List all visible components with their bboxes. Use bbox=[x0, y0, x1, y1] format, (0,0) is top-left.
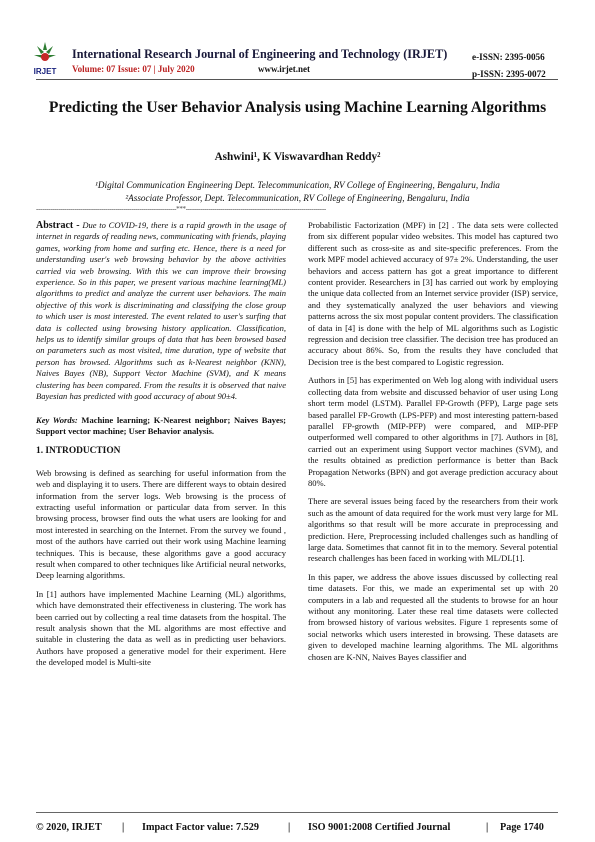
paper-authors: Ashwini¹, K Viswavardhan Reddy² bbox=[214, 151, 381, 163]
journal-logo bbox=[32, 40, 58, 78]
pissn: p-ISSN: 2395-0072 bbox=[472, 68, 546, 79]
left-column bbox=[36, 220, 286, 676]
paragraph: In this paper, we address the above issues discussed by collecting real time datasets. For this, we made an experimental set up with 20 computers in a lab and requested all the students to browse for an hour without any monitoring. Later these real time datasets were collected from browsed history of various websites. Figure 1 represents some of social networks which users interested in browsing. These datasets are given to developed machine learning algorithms. The ML algorithms chosen are K-NN, Naives Bayes classifier and bbox=[308, 571, 558, 662]
paragraph: Web browsing is defined as searching for useful information from the web and displaying it to users. There are different ways to obtain desired information from the server logs. Web browsing is the process of extracting useful information or particular data from server. In this browsing process, browser find outs the what users are looking for and most interested in searching on the Internet. From the survey we found , most of the authors have carried out their work using Machine learning techniques. This is because, these algorithms gave a good accuracy result when compared to other techniques like Artificial neural networks, Deep learning algorithms. bbox=[36, 467, 286, 581]
eissn: e-ISSN: 2395-0056 bbox=[472, 52, 545, 62]
keywords-text: Machine learning; K-Nearest neighbor; Naives Bayes; Support vector machine; User Behavior analysis. bbox=[36, 414, 286, 436]
footer-separator: | bbox=[288, 822, 291, 833]
paragraph: There are several issues being faced by the researchers from their work such as the amount of data required for the work must very large for ML algorithms so that result will be more accurate in preprocessing and prediction. Here, Preprocessing included challenges such as handling of large data. Sometimes that cannot fit in to the memory. Several potential research challenges has been faced in working with ML/DL[1]. bbox=[308, 496, 558, 564]
paragraph: Authors in [5] has experimented on Web log along with individual users collecting data from website and discussed behavior of user using Long short term model (LSTM). Parallel FP-Growth (PFP), Large page sets based parallel FP-Growth (LPS-PFP) and most interesting pattern-based parallel FP-growth (MIP-PFP) were compared, and MIP-PFP outperformed well compared to other algorithms in [7]. Authors in [8], carried out an experiment using Support vector machines (SVM), and the results obtained as prediction performance is better than Back Propagation Networks (BPN) and got average prediction accuracy about 80%. bbox=[308, 375, 558, 488]
journal-website[interactable]: www.irjet.net bbox=[258, 64, 310, 74]
affiliation-1: ¹Digital Communication Engineering Dept. Telecommunication, RV College of Engineering, Bengaluru, India bbox=[95, 180, 500, 190]
affiliations bbox=[40, 179, 555, 205]
keywords-label: Key Words: bbox=[36, 414, 78, 425]
footer-rule bbox=[36, 812, 558, 813]
footer-separator: | bbox=[122, 822, 125, 833]
abstract bbox=[36, 220, 286, 403]
paragraph: In [1] authors have implemented Machine Learning (ML) algorithms, which have demonstrated their effectiveness in clustering. The work has been carried out by collecting a real time datasets from the hospital. The result analysis shown that the ML algorithms are most effective and suitable in clustering the data as well as in predicting user behaviors. Authors have proposed a generative model for their experiment. Here the developed model is Multi-site bbox=[36, 588, 286, 668]
footer-iso: ISO 9001:2008 Certified Journal bbox=[308, 822, 451, 833]
separator-line: ---------------------------------------------------------------------***--------------------------------------------------------------------- bbox=[36, 205, 326, 213]
abstract-text: Due to COVID-19, there is a rapid growth in the usage of internet in regards of reading news, communicating with friends, playing games, working from home and surfing etc. Hence, there is a need for understanding user's web browsing behavior by the above activities carried via web browsing. With this we can improve their browsing experience. So in this paper, we present various machine learning(ML) algorithms to predict and analyze the current user behaviors. The main objective of this work is discriminating and classifying the close group to which user is most interested. The event related to user's surfing that data is collected using browsing history application. Classification, helps us to identify similar groups of data that has been browsed based on parameters such as most visited, time duration, type of website that person has browsed. Algorithms such as k-Nearest neighbor (KNN), Naives Bayes (NB), Support Vector Machine (SVM), and K means clustering has been compared. From the results it is observed that naive Bayesian has predicted with good accuracy of about 90±4. bbox=[36, 220, 286, 402]
keywords bbox=[36, 415, 286, 438]
affiliation-2: ²Associate Professor, Dept. Telecommunication, RV College of Engineering, Bengaluru, India bbox=[125, 193, 470, 203]
section-heading-introduction: 1. INTRODUCTION bbox=[36, 446, 121, 457]
logo-text: IRJET bbox=[33, 67, 57, 76]
header-rule bbox=[36, 79, 558, 80]
footer-separator: | bbox=[486, 822, 489, 833]
footer-impact-factor: Impact Factor value: 7.529 bbox=[142, 822, 259, 833]
right-column bbox=[308, 220, 558, 670]
issn-block bbox=[472, 49, 546, 82]
footer-page-number: Page 1740 bbox=[500, 822, 544, 833]
journal-title: International Research Journal of Engineering and Technology (IRJET) bbox=[72, 47, 448, 61]
abstract-label: Abstract - bbox=[36, 220, 80, 231]
paper-title: Predicting the User Behavior Analysis using Machine Learning Algorithms bbox=[48, 99, 547, 116]
volume-issue: Volume: 07 Issue: 07 | July 2020 bbox=[72, 64, 195, 74]
footer-copyright: © 2020, IRJET bbox=[36, 822, 102, 833]
paragraph: Probabilistic Factorization (MPF) in [2] . The data sets were collected from six different popular video websites. This model has captured two different such as cross-site as and site-specific preferences. From the work MPF model achieved accuracy of 97± 2%. Understanding, the user behaviors and access pattern has got a great importance to different content provider. Researchers in [3] has carried out work by employing the unique data collected from an Internet service provider (ISP) service, and they systematically analyzed the user behaviors and viewing patterns across the six most popular content providers. The classification of data in [4] is done with the help of ML algorithms such as Logistic regression and decision tree classifier. The decision tree has produced an accuracy about 86%. So, from the results they have concluded that Decision tree is the best compared to Logistic regression. bbox=[308, 220, 558, 367]
